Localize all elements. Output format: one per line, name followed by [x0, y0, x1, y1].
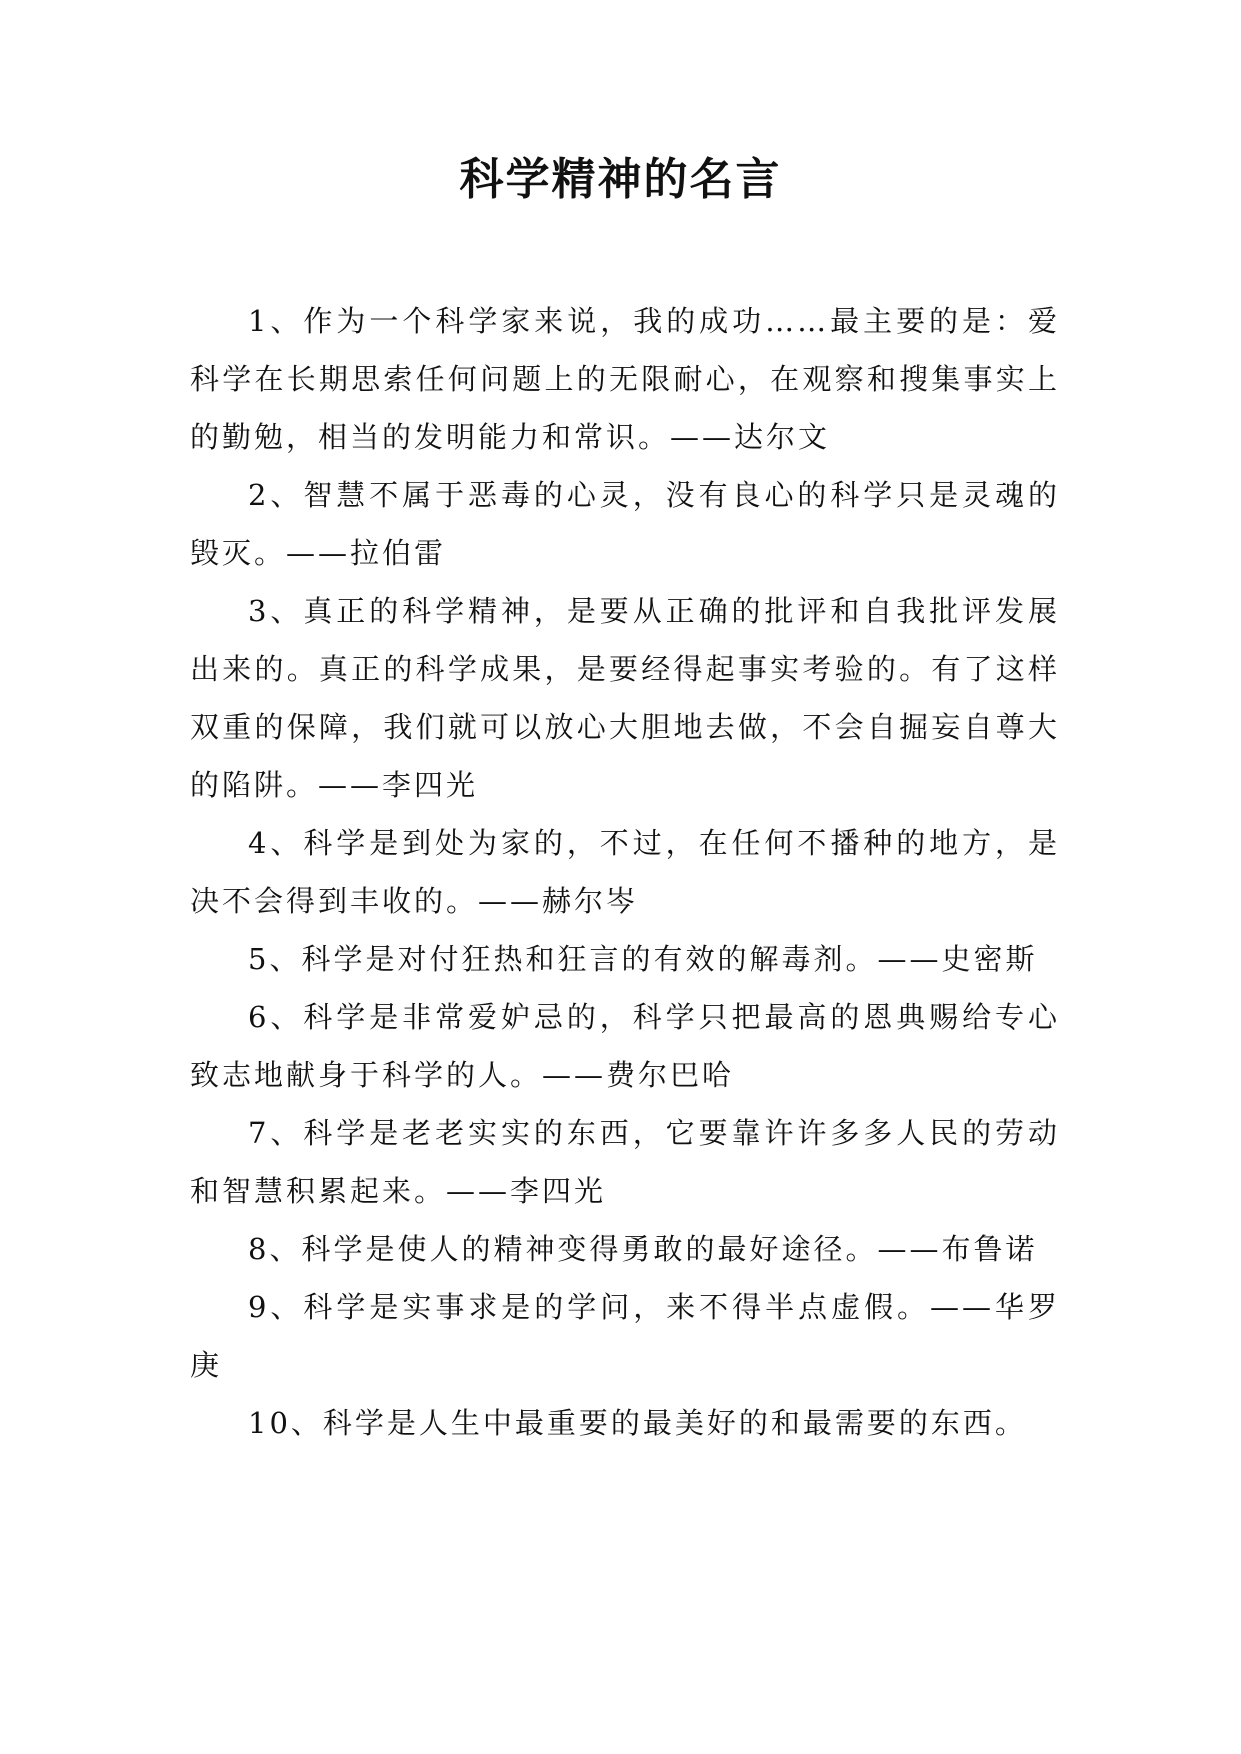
quote-paragraph: 1、作为一个科学家来说，我的成功……最主要的是：爱科学在长期思索任何问题上的无限耐心，在观察和搜集事实上的勤勉，相当的发明能力和常识。——达尔文 [190, 304, 1060, 454]
quote-paragraph: 4、科学是到处为家的，不过，在任何不播种的地方，是决不会得到丰收的。——赫尔岑 [190, 826, 1060, 918]
quote-paragraph: 8、科学是使人的精神变得勇敢的最好途径。——布鲁诺 [248, 1232, 1038, 1266]
quote-paragraph: 2、智慧不属于恶毒的心灵，没有良心的科学只是灵魂的毁灭。——拉伯雷 [190, 478, 1060, 570]
quote-paragraph: 3、真正的科学精神，是要从正确的批评和自我批评发展出来的。真正的科学成果，是要经得起事实考验的。有了这样双重的保障，我们就可以放心大胆地去做，不会自掘妄自尊大的陷阱。——李四光 [190, 594, 1060, 802]
quote-paragraph: 10、科学是人生中最重要的最美好的和最需要的东西。 [248, 1406, 1027, 1440]
quote-list [190, 292, 1060, 1452]
quote-paragraph: 9、科学是实事求是的学问，来不得半点虚假。——华罗庚 [190, 1290, 1060, 1382]
document-title: 科学精神的名言 [459, 154, 782, 205]
quote-paragraph: 7、科学是老老实实的东西，它要靠许许多多人民的劳动和智慧积累起来。——李四光 [190, 1116, 1060, 1208]
quote-paragraph: 5、科学是对付狂热和狂言的有效的解毒剂。——史密斯 [248, 942, 1038, 976]
quote-paragraph: 6、科学是非常爱妒忌的，科学只把最高的恩典赐给专心致志地献身于科学的人。——费尔巴哈 [190, 1000, 1060, 1092]
